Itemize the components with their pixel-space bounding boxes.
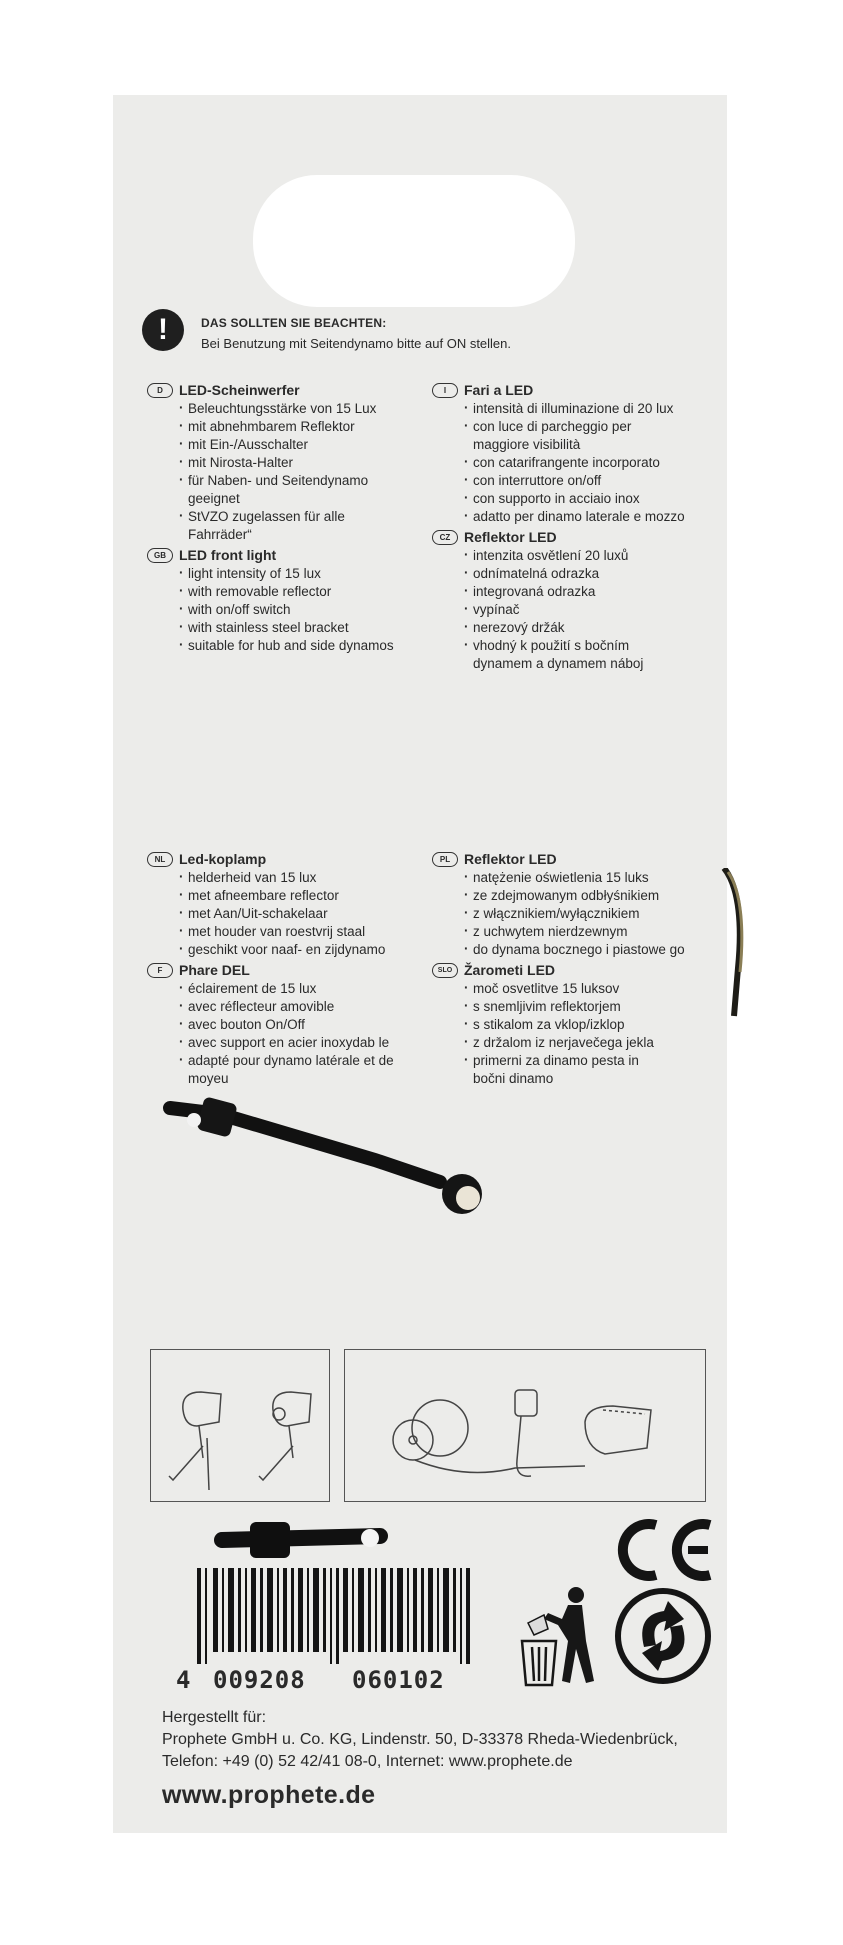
list-item: · avec réflecteur amovible (179, 998, 447, 1016)
feature-list-pl (432, 869, 722, 959)
lang-badge-gb: GB (147, 548, 173, 563)
list-item: · adatto per dinamo laterale e mozzo (464, 508, 722, 526)
list-item: · vhodný k použití s bočním dynamem a dynamem náboj (464, 637, 673, 673)
list-item: · s snemljivim reflektorjem (464, 998, 722, 1016)
barcode-digits-left: 009208 (213, 1666, 306, 1694)
lang-header-pl (432, 850, 722, 869)
list-item: · do dynama bocznego i piastowe go (464, 941, 722, 959)
website: www.prophete.de (162, 1781, 376, 1809)
lang-title-cz: Reflektor LED (464, 529, 557, 545)
recycle-icon (518, 1585, 600, 1687)
list-item: · moč osvetlitve 15 luksov (464, 980, 722, 998)
barcode (197, 1568, 487, 1664)
list-item: · z držalom iz nerjavečega jekla (464, 1034, 722, 1052)
list-item: · odnímatelná odrazka (464, 565, 722, 583)
list-item: · avec support en acier inoxydab le (179, 1034, 447, 1052)
lang-header-cz (432, 528, 722, 547)
lang-block-left-bottom (147, 850, 447, 1090)
list-item: · mit Ein-/Ausschalter (179, 436, 447, 454)
notice-title: DAS SOLLTEN SIE BEACHTEN: (201, 316, 387, 330)
list-item: · mit Nirosta-Halter (179, 454, 447, 472)
barcode-digit-first: 4 (176, 1666, 192, 1694)
dynamo-diagram-icon (345, 1350, 704, 1500)
mounting-diagram-panel (150, 1349, 330, 1502)
lang-block-left-top (147, 381, 447, 657)
list-item: · nerezový držák (464, 619, 722, 637)
lang-header-slo (432, 961, 722, 980)
list-item: · light intensity of 15 lux (179, 565, 447, 583)
ce-mark-icon (612, 1519, 716, 1581)
lang-block-right-bottom (432, 850, 722, 1090)
lang-badge-de: D (147, 383, 173, 398)
lang-title-gb: LED front light (179, 547, 277, 563)
list-item: · für Naben- und Seitendynamo geeignet (179, 472, 388, 508)
list-item: · éclairement de 15 lux (179, 980, 447, 998)
lang-header-gb (147, 546, 447, 565)
list-item: · ze zdejmowanym odbłyśnikiem (464, 887, 722, 905)
list-item: · natężenie oświetlenia 15 luks (464, 869, 722, 887)
green-dot-icon (614, 1587, 712, 1685)
manufacturer-label: Hergestellt für: (162, 1709, 267, 1726)
list-item: · con luce di parcheggio per maggiore visibilità (464, 418, 648, 454)
lang-badge-it: I (432, 383, 458, 398)
list-item: · suitable for hub and side dynamos (179, 637, 447, 655)
list-item: · StVZO zugelassen für alle Fahrräder“ (179, 508, 378, 544)
feature-list-it (432, 400, 722, 526)
list-item: · met afneembare reflector (179, 887, 447, 905)
lang-badge-cz: CZ (432, 530, 458, 545)
feature-list-slo (432, 980, 722, 1088)
feature-list-de (147, 400, 447, 544)
list-item: · adapté pour dynamo latérale et de moyeu (179, 1052, 408, 1088)
lang-title-fr: Phare DEL (179, 962, 250, 978)
list-item: · con interruttore on/off (464, 472, 722, 490)
list-item: · mit abnehmbarem Reflektor (179, 418, 447, 436)
lang-title-it: Fari a LED (464, 382, 534, 398)
feature-list-nl (147, 869, 447, 959)
lang-header-nl (147, 850, 447, 869)
mounting-diagram-icon (151, 1350, 328, 1500)
list-item: · met houder van roestvrij staal (179, 923, 447, 941)
list-item: · con catarifrangente incorporato (464, 454, 722, 472)
lang-title-de: LED-Scheinwerfer (179, 382, 300, 398)
notice-text: Bei Benutzung mit Seitendynamo bitte auf ON stellen. (201, 336, 512, 351)
list-item: · intenzita osvětlení 20 luxů (464, 547, 722, 565)
exclamation-icon: ! (142, 309, 184, 351)
lang-header-it (432, 381, 722, 400)
lang-badge-fr: F (147, 963, 173, 978)
list-item: · intensità di illuminazione di 20 lux (464, 400, 722, 418)
lang-title-slo: Žarometi LED (464, 962, 556, 978)
list-item: · with stainless steel bracket (179, 619, 447, 637)
lang-badge-slo: SLO (432, 963, 458, 978)
feature-list-gb (147, 565, 447, 655)
list-item: · helderheid van 15 lux (179, 869, 447, 887)
list-item: · Beleuchtungsstärke von 15 Lux (179, 400, 447, 418)
feature-list-cz (432, 547, 722, 673)
list-item: · avec bouton On/Off (179, 1016, 447, 1034)
list-item: · with on/off switch (179, 601, 447, 619)
list-item: · vypínač (464, 601, 722, 619)
manufacturer-contact: Telefon: +49 (0) 52 42/41 08-0, Internet: www.prophete.de (162, 1753, 573, 1770)
list-item: · s stikalom za vklop/izklop (464, 1016, 722, 1034)
lang-badge-pl: PL (432, 852, 458, 867)
bracket-edge (718, 868, 746, 1018)
list-item: · integrovaná odrazka (464, 583, 722, 601)
list-item: · primerni za dinamo pesta in bočni dinamo (464, 1052, 673, 1088)
list-item: · with removable reflector (179, 583, 447, 601)
lang-header-de (147, 381, 447, 400)
bracket-clip (210, 1510, 390, 1570)
manufacturer-address: Prophete GmbH u. Co. KG, Lindenstr. 50, D-33378 Rheda-Wiedenbrück, (162, 1731, 678, 1748)
lang-badge-nl: NL (147, 852, 173, 867)
list-item: · met Aan/Uit-schakelaar (179, 905, 447, 923)
lang-title-pl: Reflektor LED (464, 851, 557, 867)
bracket-strap (160, 1090, 500, 1220)
dynamo-diagram-panel (344, 1349, 706, 1502)
lang-header-fr (147, 961, 447, 980)
lang-block-right-top (432, 381, 722, 675)
barcode-digits-right: 060102 (352, 1666, 445, 1694)
list-item: · geschikt voor naaf- en zijdynamo (179, 941, 447, 959)
list-item: · z włącznikiem/wyłącznikiem (464, 905, 722, 923)
lang-title-nl: Led-koplamp (179, 851, 267, 867)
list-item: · con supporto in acciaio inox (464, 490, 722, 508)
feature-list-fr (147, 980, 447, 1088)
list-item: · z uchwytem nierdzewnym (464, 923, 722, 941)
